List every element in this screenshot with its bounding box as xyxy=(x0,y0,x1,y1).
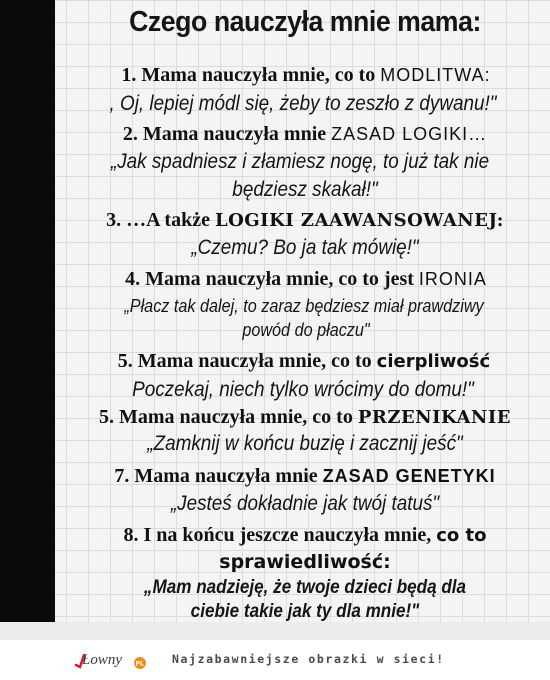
item-5-quote: Poczekaj, niech tylko wrócimy do domu!" xyxy=(132,378,474,401)
site-slogan: Najzabawniejsze obrazki w sieci! xyxy=(172,652,445,666)
item-2-term: ZASAD LOGIKI… xyxy=(331,124,488,144)
item-1-term: MODLITWA: xyxy=(380,65,491,85)
item-8-quote-line-1: „Mam nadzieję, że twoje dzieci będą dla xyxy=(143,577,467,598)
site-footer xyxy=(0,640,550,680)
item-3-term: LOGIKI ZAAWANSOWANEJ: xyxy=(214,210,504,231)
site-logo[interactable] xyxy=(70,645,160,675)
item-7-term: ZASAD GENETYKI xyxy=(322,466,496,486)
item-2-quote-line-1: „Jak spadniesz i złamiesz nogę, to już tak nie xyxy=(110,150,490,173)
meme-title: Czego nauczyła mnie mama: xyxy=(129,6,481,38)
item-4-heading: 4. Mama nauczyła mnie, co to jest IRONIA xyxy=(125,268,487,290)
item-2-heading: 2. Mama nauczyła mnie ZASAD LOGIKI… xyxy=(122,123,488,145)
item-4-quote-line-1: „Płacz tak dalej, to zaraz będziesz miał prawdziwy xyxy=(124,296,484,316)
logo-text: Łowny xyxy=(82,652,123,668)
item-8-quote-line-2: ciebie takie jak ty dla mnie!" xyxy=(190,601,420,622)
item-8-term-part-1: co to xyxy=(436,525,487,546)
item-1-quote: , Oj, lepiej módl się, żeby to zeszło z dywanu!" xyxy=(109,92,497,115)
item-5-term: cierpliwość xyxy=(376,351,491,372)
item-4-quote-line-2: powód do płaczu" xyxy=(242,320,370,340)
item-5-heading: 5. Mama nauczyła mnie, co to cierpliwość xyxy=(117,350,491,372)
item-7-heading: 7. Mama nauczyła mnie ZASAD GENETYKI xyxy=(114,465,496,487)
item-6-quote: „Zamknij w końcu buzię i zacznij jeść" xyxy=(147,432,463,455)
item-2-quote-line-2: będziesz skakał!" xyxy=(232,178,378,201)
logo-badge-text: PL xyxy=(135,660,144,668)
item-3-quote: „Czemu? Bo ja tak mówię!" xyxy=(191,236,419,259)
item-6-term: PRZENIKANIE xyxy=(357,407,512,428)
item-4-term: IRONIA xyxy=(418,269,487,289)
item-8-heading: 8. I na końcu jeszcze nauczyła mnie, co to xyxy=(123,524,487,546)
item-7-quote: „Jesteś dokładnie jak twój tatuś" xyxy=(170,492,440,515)
item-1-heading: 1. Mama nauczyła mnie, co to MODLITWA: xyxy=(121,64,491,86)
item-6-heading: 5. Mama nauczyła mnie, co to PRZENIKANIE xyxy=(98,406,512,428)
bottom-paper-strip xyxy=(0,622,550,640)
item-8-term-part-2: sprawiedliwość: xyxy=(219,551,391,573)
item-3-heading: 3. …A także LOGIKI ZAAWANSOWANEJ: xyxy=(106,209,504,231)
